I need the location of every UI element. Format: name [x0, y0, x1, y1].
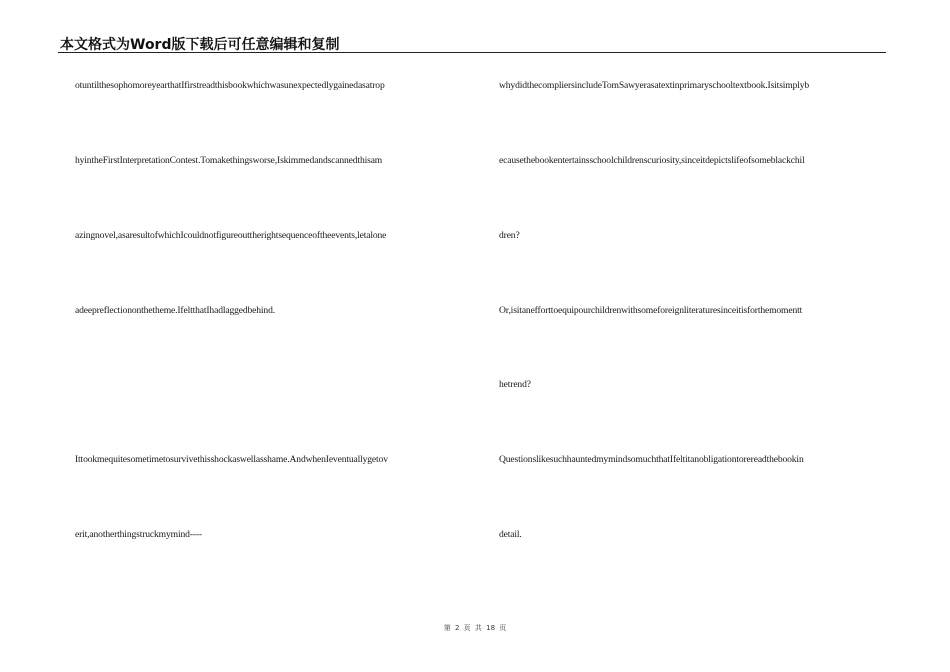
paragraph-line: hetrend?	[499, 379, 531, 390]
footer-prefix: 第	[443, 624, 451, 632]
header-divider	[58, 52, 886, 53]
paragraph-line: Or,isitanefforttoequipourchildrenwithsomeforeignliteraturesinceitisforthemomentt	[499, 305, 803, 316]
footer-total-prefix: 共	[474, 624, 482, 632]
footer-page-unit: 页	[463, 624, 471, 632]
paragraph-line: detail.	[499, 529, 522, 540]
paragraph-line: erit,anotherthingstruckmymind----	[75, 529, 202, 540]
paragraph-line: azingnovel,asaresultofwhichIcouldnotfigureouttherightsequenceoftheevents,letalone	[75, 230, 387, 241]
paragraph-line: QuestionslikesuchhauntedmymindsomuchthatIfeltitanobligationtorereadthebookin	[499, 454, 804, 465]
paragraph-line: hyintheFirstInterpretationContest.Tomakethingsworse,Iskimmedandscannedthisam	[75, 155, 383, 166]
document-header-title: 本文格式为Word版下载后可任意编辑和复制	[60, 37, 340, 53]
paragraph-line: dren?	[499, 230, 520, 241]
paragraph-line: adeepreflectiononthetheme.IfeltthatIhadlaggedbehind.	[75, 305, 275, 316]
paragraph-line: otuntilthesophomoreyearthatIfirstreadthisbookwhichwasunexpectedlygainedasatrop	[75, 80, 385, 91]
footer-total-unit: 页	[499, 624, 507, 632]
page-number-footer	[0, 623, 950, 633]
total-page-count: 18	[486, 624, 496, 632]
current-page-number: 2	[454, 624, 460, 632]
paragraph-line: Ittookmequitesometimetosurvivethisshockaswellasshame.AndwhenIeventuallygetov	[75, 454, 388, 465]
paragraph-line: ecausethebookentertainsschoolchildrenscuriosity,sinceitdepictslifeofsomeblackchil	[499, 155, 805, 166]
paragraph-line: whydidthecompliersincludeTomSawyerasatextinprimaryschooltextbook.Isitsimplyb	[499, 80, 810, 91]
